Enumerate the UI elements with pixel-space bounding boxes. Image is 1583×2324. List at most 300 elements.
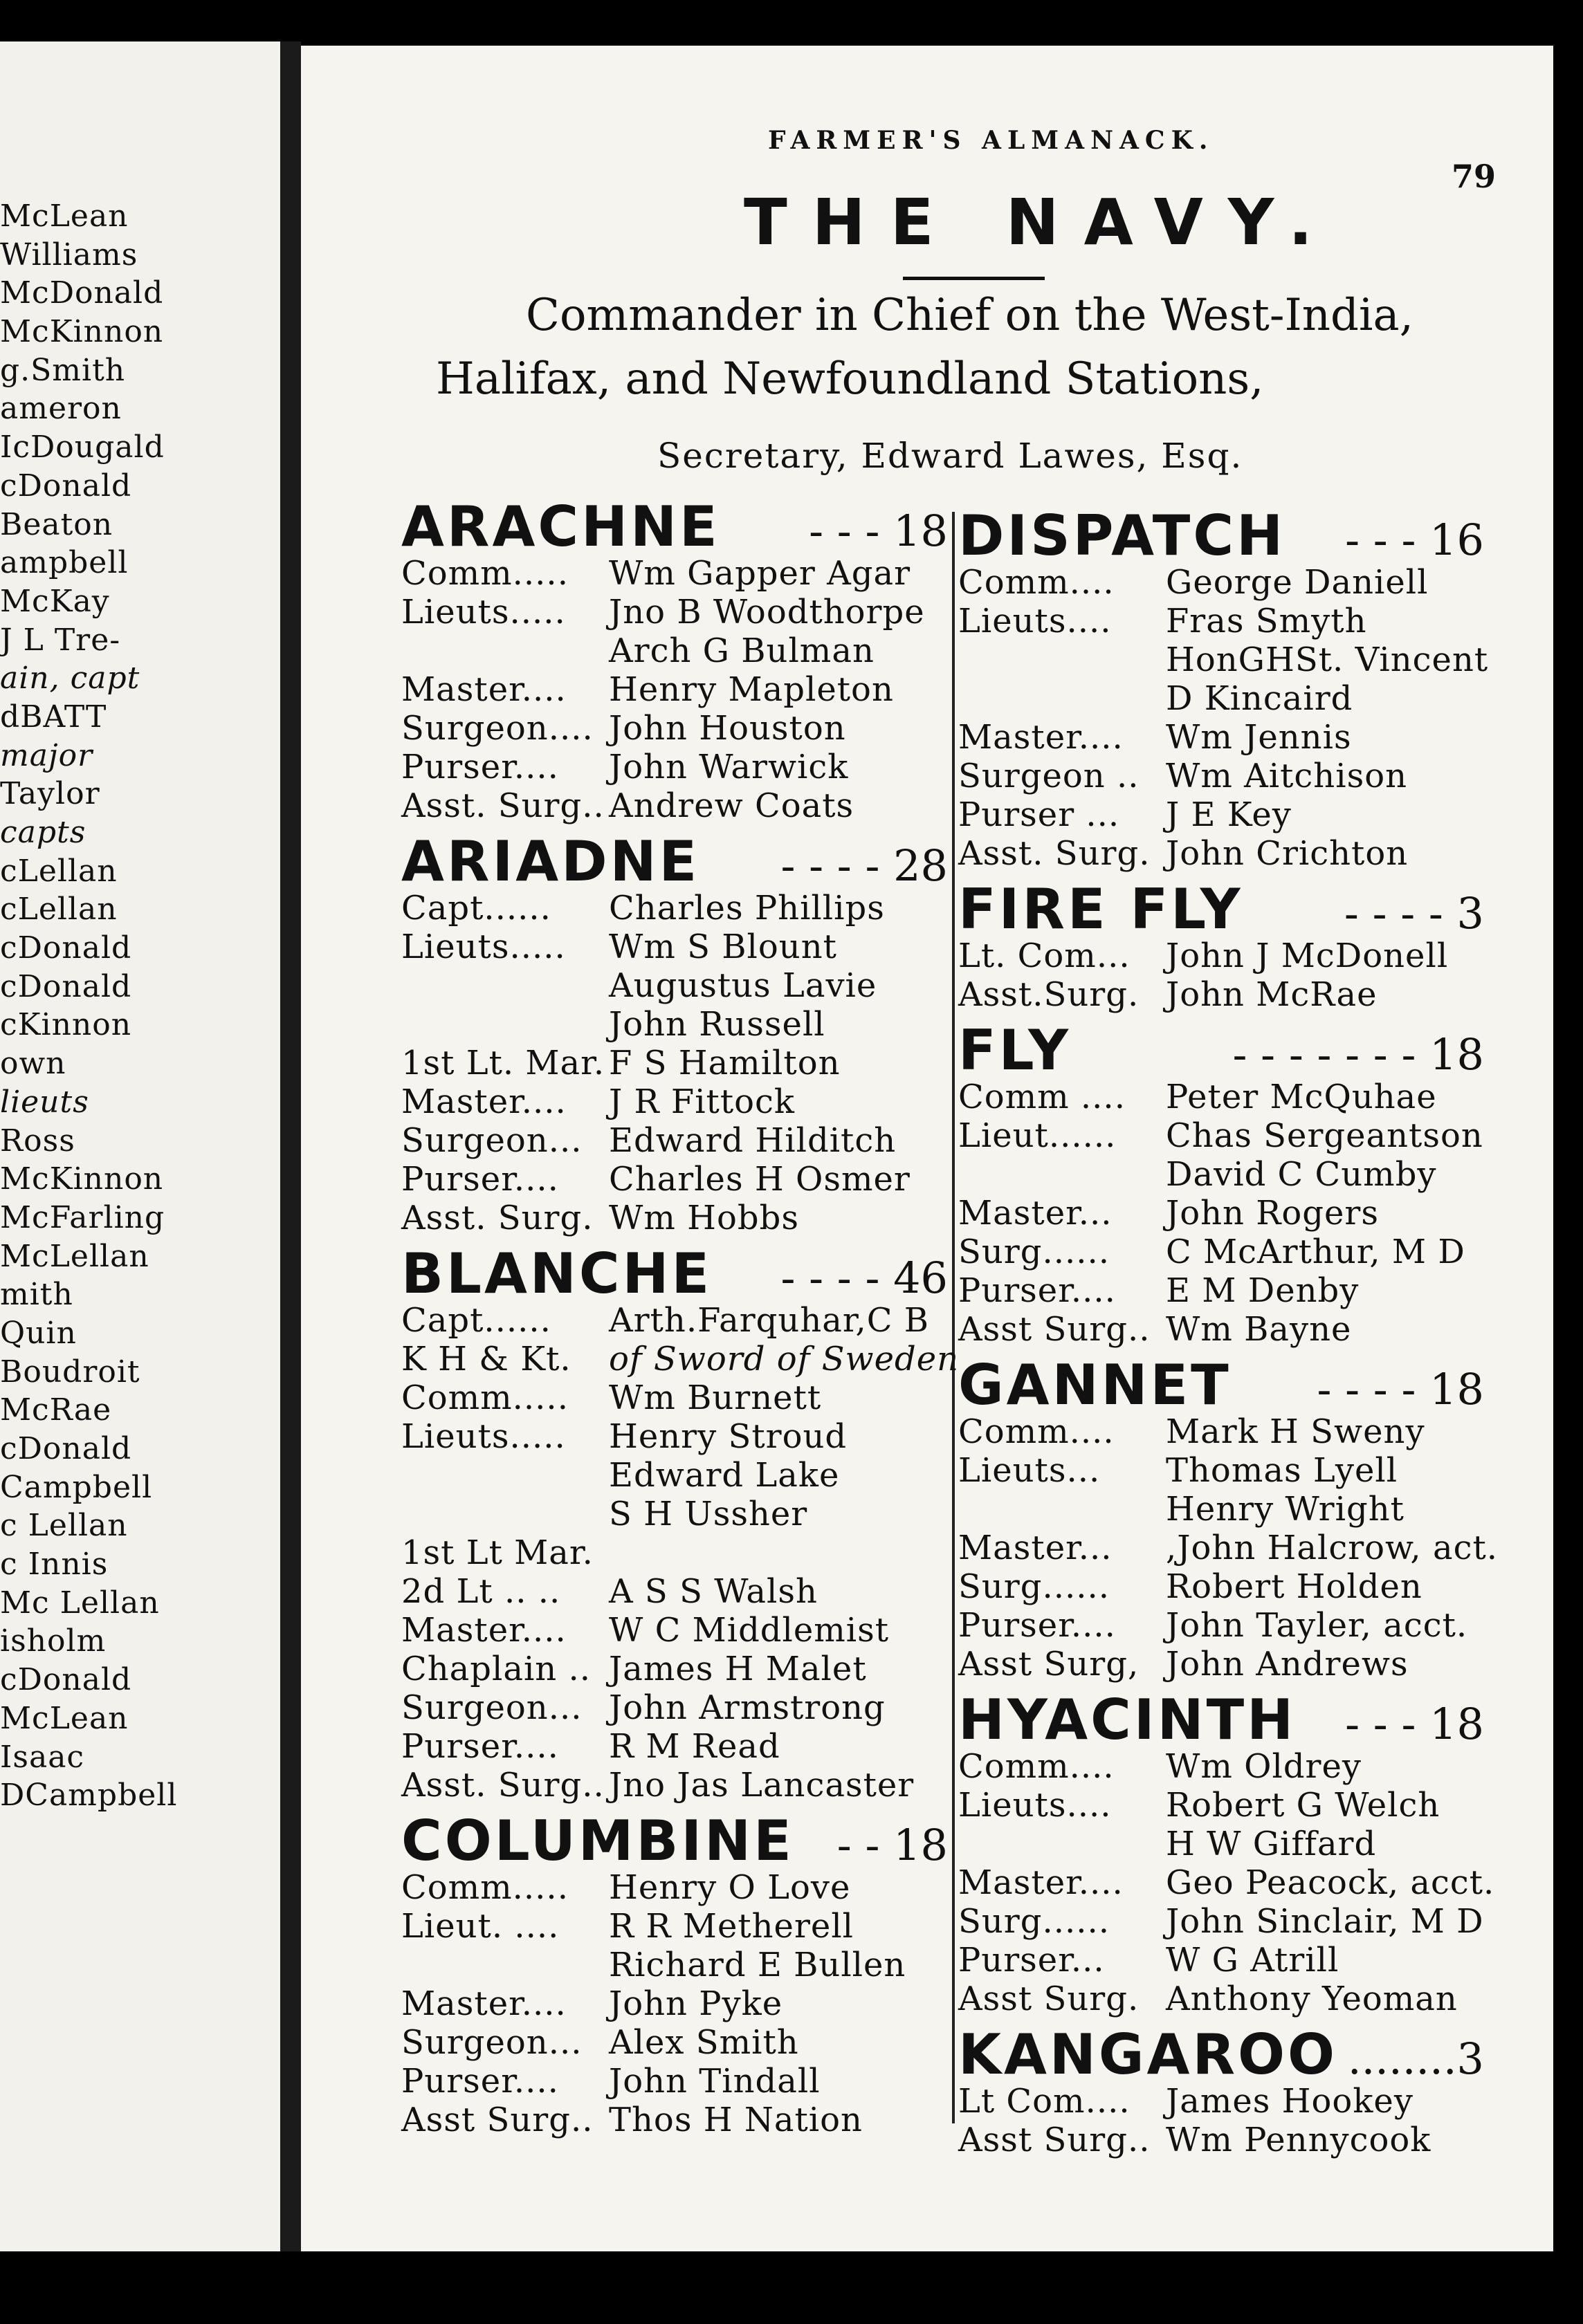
officer-name: Wm Pennycook bbox=[1166, 2121, 1431, 2159]
officer-rank bbox=[958, 1490, 1166, 1529]
top-scan-border bbox=[0, 0, 1583, 46]
officer-name: John Sinclair, M D bbox=[1166, 1902, 1484, 1941]
left-page bbox=[0, 42, 284, 2255]
page-title: THE NAVY. bbox=[744, 185, 1338, 259]
left-page-line: Boudroit bbox=[0, 1354, 140, 1390]
officer-name: Anthony Yeoman bbox=[1166, 1980, 1458, 2018]
officer-rank: Asst.Surg. bbox=[958, 975, 1140, 1014]
left-ship-column bbox=[401, 495, 960, 2143]
left-page-line: own bbox=[0, 1046, 66, 1082]
left-page-line: J L Tre- bbox=[0, 622, 121, 658]
officer-rank: Asst. Surg. bbox=[401, 1199, 594, 1237]
officer-row bbox=[958, 1116, 1484, 1155]
left-page-line: McRae bbox=[0, 1392, 112, 1428]
left-page-line: Ross bbox=[0, 1123, 75, 1159]
officer-name: James Hookey bbox=[1166, 2082, 1413, 2121]
ship-name: COLUMBINE bbox=[401, 1809, 794, 1873]
officer-row bbox=[401, 1650, 948, 1688]
left-page-line: cLellan bbox=[0, 853, 118, 889]
officer-name: HonGHSt. Vincent bbox=[1166, 640, 1489, 679]
ship-entry bbox=[958, 877, 1484, 1014]
officer-row bbox=[401, 1611, 948, 1650]
officer-rank: Surg...... bbox=[958, 1902, 1110, 1941]
officer-rank: Master... bbox=[958, 1529, 1113, 1567]
officer-name: Charles Phillips bbox=[609, 889, 885, 928]
officer-rank: Surg...... bbox=[958, 1233, 1110, 1271]
page-number: 79 bbox=[1452, 158, 1497, 195]
officer-name: W C Middlemist bbox=[609, 1611, 890, 1650]
officer-row bbox=[401, 1984, 948, 2023]
officer-row bbox=[401, 709, 948, 748]
ship-guns: - - - - - - - 18 bbox=[1218, 1029, 1484, 1080]
officer-row bbox=[958, 1980, 1484, 2018]
left-page-line: McLean bbox=[0, 1700, 129, 1736]
officer-row bbox=[401, 1868, 948, 1907]
officer-rank bbox=[958, 1155, 1166, 1194]
officer-rank: Lieuts.... bbox=[958, 1786, 1112, 1825]
ship-name: ARIADNE bbox=[401, 829, 700, 894]
officer-name: Alex Smith bbox=[609, 2023, 799, 2062]
officer-name: James H Malet bbox=[609, 1650, 867, 1688]
officer-rank: Master.... bbox=[401, 670, 567, 709]
officer-row bbox=[958, 718, 1484, 757]
officer-row bbox=[401, 670, 948, 709]
officer-name: Augustus Lavie bbox=[609, 966, 877, 1005]
ship-name: HYACINTH bbox=[958, 1688, 1297, 1752]
officer-name: John Houston bbox=[609, 709, 846, 748]
ship-name: FLY bbox=[958, 1018, 1072, 1082]
column-divider bbox=[952, 512, 955, 2123]
left-page-line: McKay bbox=[0, 583, 110, 619]
officer-row bbox=[958, 1902, 1484, 1941]
ship-heading bbox=[401, 1242, 948, 1306]
officer-row bbox=[958, 1233, 1484, 1271]
left-page-line: Beaton bbox=[0, 506, 113, 542]
officer-rank bbox=[401, 1946, 609, 1984]
left-page-line: cDonald bbox=[0, 930, 132, 966]
officer-name: John McRae bbox=[1166, 975, 1378, 1014]
officer-row bbox=[958, 1941, 1484, 1980]
officer-row bbox=[958, 937, 1484, 975]
ship-heading bbox=[958, 1353, 1484, 1417]
title-rule bbox=[903, 277, 1045, 280]
officer-name: Edward Hilditch bbox=[609, 1121, 897, 1160]
officer-rank: Lieut...... bbox=[958, 1116, 1117, 1155]
officer-name: Henry Mapleton bbox=[609, 670, 894, 709]
officer-row bbox=[401, 1946, 948, 1984]
officer-name: John Tindall bbox=[609, 2062, 821, 2101]
officer-rank: Comm..... bbox=[401, 1378, 569, 1417]
officer-name: John Russell bbox=[609, 1005, 825, 1044]
officer-rank: Chaplain .. bbox=[401, 1650, 591, 1688]
officer-row bbox=[401, 1044, 948, 1082]
officer-row bbox=[958, 834, 1484, 873]
officer-name: Wm Jennis bbox=[1166, 718, 1352, 757]
subtitle-line-2: Halifax, and Newfoundland Stations, bbox=[436, 353, 1264, 405]
left-page-line: lieuts bbox=[0, 1084, 89, 1120]
ship-entry bbox=[958, 504, 1489, 873]
officer-name: John Armstrong bbox=[609, 1688, 886, 1727]
officer-row bbox=[958, 602, 1484, 640]
left-page-line: cDonald bbox=[0, 468, 132, 504]
officer-rank: Master.... bbox=[958, 1863, 1124, 1902]
officer-rank: Lieut. .... bbox=[401, 1907, 560, 1946]
officer-name: Henry O Love bbox=[609, 1868, 851, 1907]
officer-name: Geo Peacock, acct. bbox=[1166, 1863, 1495, 1902]
ship-guns: - - - 18 bbox=[1331, 1699, 1484, 1749]
officer-rank bbox=[958, 640, 1166, 679]
left-page-line: Mc Lellan bbox=[0, 1585, 160, 1621]
officer-rank: 1st Lt. Mar. bbox=[401, 1044, 605, 1082]
ship-entry bbox=[958, 1353, 1498, 1684]
ship-guns: - - - - 28 bbox=[767, 840, 948, 891]
officer-name: Henry Stroud bbox=[609, 1417, 848, 1456]
ship-entry bbox=[958, 1018, 1484, 1349]
officer-rank: Comm.... bbox=[958, 1412, 1115, 1451]
left-page-line: McFarling bbox=[0, 1199, 165, 1235]
officer-row bbox=[401, 1340, 960, 1378]
left-page-line: McKinnon bbox=[0, 1161, 164, 1197]
officer-name: Wm S Blount bbox=[609, 928, 837, 966]
officer-row bbox=[401, 1533, 948, 1572]
book-gutter bbox=[280, 42, 301, 2255]
officer-rank: Master.... bbox=[401, 1611, 567, 1650]
officer-row bbox=[958, 795, 1484, 834]
officer-name: E M Denby bbox=[1166, 1271, 1360, 1310]
officer-name: R M Read bbox=[609, 1727, 780, 1766]
left-page-line: ampbell bbox=[0, 545, 129, 581]
left-page-line: Taylor bbox=[0, 776, 100, 812]
officer-row bbox=[958, 1567, 1484, 1606]
officer-name: of Sword of Sweden bbox=[609, 1340, 960, 1378]
officer-rank bbox=[958, 1825, 1166, 1863]
officer-row bbox=[401, 1301, 948, 1340]
officer-rank bbox=[401, 631, 609, 670]
officer-rank: Asst. Surg. bbox=[958, 834, 1151, 873]
bottom-scan-border bbox=[0, 2251, 1583, 2324]
officer-name: John Warwick bbox=[609, 748, 849, 786]
ship-heading bbox=[958, 1688, 1484, 1752]
officer-name: W G Atrill bbox=[1166, 1941, 1339, 1980]
left-page-line: mith bbox=[0, 1277, 73, 1313]
ship-name: ARACHNE bbox=[401, 495, 720, 559]
officer-rank: Lieuts..... bbox=[401, 593, 566, 631]
ship-guns: - - - - 3 bbox=[1330, 888, 1484, 939]
officer-rank: Asst. Surg.. bbox=[401, 1766, 605, 1805]
officer-rank: Purser.... bbox=[401, 1160, 559, 1199]
officer-row bbox=[401, 554, 948, 593]
ship-guns: - - - 18 bbox=[795, 506, 948, 556]
officer-rank: Master.... bbox=[958, 718, 1124, 757]
officer-rank: Asst Surg.. bbox=[958, 1310, 1151, 1349]
officer-name: Jno B Woodthorpe bbox=[609, 593, 925, 631]
officer-rank: Capt...... bbox=[401, 1301, 551, 1340]
officer-row bbox=[958, 1078, 1484, 1116]
left-page-line: McKinnon bbox=[0, 314, 164, 350]
left-page-line: cDonald bbox=[0, 968, 132, 1004]
running-head: FARMER'S ALMANACK. bbox=[768, 126, 1214, 155]
officer-rank: Master... bbox=[958, 1194, 1113, 1233]
officer-name: Thomas Lyell bbox=[1166, 1451, 1398, 1490]
ship-guns: - - - 16 bbox=[1331, 515, 1484, 565]
ship-guns: - - - - 46 bbox=[767, 1253, 948, 1303]
ship-entry bbox=[958, 1688, 1495, 2018]
ship-heading bbox=[958, 504, 1484, 568]
officer-name: John J McDonell bbox=[1166, 937, 1449, 975]
officer-name: Wm Burnett bbox=[609, 1378, 822, 1417]
officer-rank: Purser.... bbox=[401, 748, 559, 786]
ship-heading bbox=[958, 877, 1484, 941]
ship-entry bbox=[401, 829, 948, 1237]
left-page-line: g.Smith bbox=[0, 352, 126, 388]
officer-row bbox=[401, 593, 948, 631]
officer-name: Arch G Bulman bbox=[609, 631, 875, 670]
officer-rank: Surgeon... bbox=[401, 1688, 583, 1727]
ship-entry bbox=[958, 2022, 1484, 2159]
officer-row bbox=[401, 1199, 948, 1237]
officer-row bbox=[958, 1606, 1484, 1645]
left-page-line: Williams bbox=[0, 237, 138, 273]
officer-name: John Pyke bbox=[609, 1984, 783, 2023]
left-page-line: cDonald bbox=[0, 1662, 132, 1698]
left-page-line: c Lellan bbox=[0, 1508, 128, 1544]
officer-name: J R Fittock bbox=[609, 1082, 795, 1121]
officer-name: John Tayler, acct. bbox=[1166, 1606, 1468, 1645]
officer-rank: Asst. Surg.. bbox=[401, 786, 605, 825]
officer-row bbox=[958, 1155, 1484, 1194]
officer-name: Peter McQuhae bbox=[1166, 1078, 1437, 1116]
officer-row bbox=[401, 966, 948, 1005]
ship-heading bbox=[401, 495, 948, 559]
officer-rank: Purser.... bbox=[958, 1606, 1116, 1645]
officer-row bbox=[401, 1572, 948, 1611]
officer-row bbox=[958, 1863, 1495, 1902]
officer-name: George Daniell bbox=[1166, 563, 1429, 602]
officer-rank: Master.... bbox=[401, 1984, 567, 2023]
officer-row bbox=[401, 928, 948, 966]
officer-name: D Kincaird bbox=[1166, 679, 1353, 718]
officer-name: Wm Gapper Agar bbox=[609, 554, 911, 593]
officer-rank: Surgeon... bbox=[401, 1121, 583, 1160]
officer-row bbox=[958, 1490, 1484, 1529]
officer-rank: Asst Surg.. bbox=[401, 2101, 594, 2139]
ship-name: KANGAROO bbox=[958, 2022, 1338, 2087]
officer-row bbox=[401, 2062, 948, 2101]
officer-rank: Comm.... bbox=[958, 1747, 1115, 1786]
officer-rank: Surgeon.... bbox=[401, 709, 594, 748]
officer-rank: Asst Surg.. bbox=[958, 2121, 1151, 2159]
left-page-line: dBATT bbox=[0, 699, 107, 735]
officer-row bbox=[958, 975, 1484, 1014]
officer-row bbox=[958, 1786, 1484, 1825]
officer-row bbox=[401, 1907, 948, 1946]
ship-entry bbox=[401, 1242, 960, 1805]
left-page-line: ain, capt bbox=[0, 661, 140, 697]
officer-rank bbox=[401, 1005, 609, 1044]
officer-rank: Lieuts.... bbox=[958, 602, 1112, 640]
officer-name: Wm Bayne bbox=[1166, 1310, 1352, 1349]
officer-name: John Andrews bbox=[1166, 1645, 1409, 1684]
officer-rank: Lieuts... bbox=[958, 1451, 1101, 1490]
officer-rank bbox=[958, 679, 1166, 718]
officer-name: Andrew Coats bbox=[609, 786, 854, 825]
subtitle bbox=[436, 284, 1515, 411]
officer-rank: Lt Com.... bbox=[958, 2082, 1131, 2121]
officer-rank bbox=[401, 1456, 609, 1495]
officer-rank: Comm..... bbox=[401, 554, 569, 593]
officer-rank: Capt...... bbox=[401, 889, 551, 928]
officer-rank: Purser.... bbox=[401, 2062, 559, 2101]
officer-name: Wm Hobbs bbox=[609, 1199, 799, 1237]
left-page-line: isholm bbox=[0, 1623, 107, 1659]
left-page-line: IcDougald bbox=[0, 430, 165, 465]
officer-name: David C Cumby bbox=[1166, 1155, 1437, 1194]
ship-heading bbox=[401, 829, 948, 894]
officer-name: Robert G Welch bbox=[1166, 1786, 1440, 1825]
officer-row bbox=[958, 1825, 1484, 1863]
left-page-line: McDonald bbox=[0, 275, 164, 311]
officer-row bbox=[401, 786, 948, 825]
officer-name: Wm Aitchison bbox=[1166, 757, 1408, 795]
officer-rank: Surg...... bbox=[958, 1567, 1110, 1606]
officer-rank: Surgeon... bbox=[401, 2023, 583, 2062]
left-page-line: capts bbox=[0, 815, 86, 850]
officer-rank: Purser.... bbox=[401, 1727, 559, 1766]
left-page-line: cLellan bbox=[0, 892, 118, 928]
officer-rank: Lt. Com... bbox=[958, 937, 1131, 975]
officer-name: Henry Wright bbox=[1166, 1490, 1404, 1529]
officer-row bbox=[958, 1271, 1484, 1310]
ship-guns: ........3 bbox=[1347, 2034, 1484, 2084]
officer-row bbox=[401, 1417, 948, 1456]
officer-name: F S Hamilton bbox=[609, 1044, 841, 1082]
left-page-name-list bbox=[0, 197, 277, 1815]
ship-name: GANNET bbox=[958, 1353, 1232, 1417]
left-page-line: McLean bbox=[0, 199, 129, 234]
right-scan-border bbox=[1553, 46, 1583, 2256]
officer-row bbox=[958, 1194, 1484, 1233]
ship-guns: - - 18 bbox=[823, 1820, 948, 1870]
officer-name: A S S Walsh bbox=[609, 1572, 818, 1611]
officer-row bbox=[401, 1005, 948, 1044]
officer-rank: Comm .... bbox=[958, 1078, 1126, 1116]
officer-row bbox=[401, 1160, 948, 1199]
officer-row bbox=[958, 2121, 1484, 2159]
officer-row bbox=[401, 2101, 948, 2139]
officer-row bbox=[958, 1451, 1484, 1490]
officer-name: R R Metherell bbox=[609, 1907, 854, 1946]
ship-name: FIRE FLY bbox=[958, 877, 1243, 941]
ship-heading bbox=[958, 1018, 1484, 1082]
officer-name: S H Ussher bbox=[609, 1495, 808, 1533]
left-page-line: major bbox=[0, 737, 93, 773]
left-page-line: cKinnon bbox=[0, 1007, 132, 1043]
officer-row bbox=[958, 1310, 1484, 1349]
officer-rank: Lieuts..... bbox=[401, 1417, 566, 1456]
ship-heading bbox=[401, 1809, 948, 1873]
officer-row bbox=[958, 2082, 1484, 2121]
officer-name bbox=[609, 1533, 948, 1572]
officer-row bbox=[958, 1529, 1498, 1567]
subtitle-line-1: Commander in Chief on the West-India, bbox=[526, 290, 1413, 341]
officer-rank: Asst Surg. bbox=[958, 1980, 1140, 2018]
officer-row bbox=[401, 2023, 948, 2062]
officer-name: Chas Sergeantson bbox=[1166, 1116, 1483, 1155]
officer-row bbox=[958, 1412, 1484, 1451]
officer-name: Arth.Farquhar,C B bbox=[609, 1301, 930, 1340]
officer-row bbox=[401, 631, 948, 670]
officer-name: J E Key bbox=[1166, 795, 1292, 834]
officer-rank bbox=[401, 1495, 609, 1533]
officer-name: John Crichton bbox=[1166, 834, 1409, 873]
right-ship-column bbox=[958, 504, 1498, 2164]
officer-rank: Surgeon .. bbox=[958, 757, 1140, 795]
officer-row bbox=[401, 1378, 948, 1417]
officer-row bbox=[401, 1688, 948, 1727]
officer-row bbox=[401, 1456, 948, 1495]
officer-row bbox=[401, 1727, 948, 1766]
officer-row bbox=[401, 889, 948, 928]
officer-rank bbox=[401, 966, 609, 1005]
officer-row bbox=[958, 757, 1484, 795]
officer-rank: 1st Lt Mar. bbox=[401, 1533, 594, 1572]
officer-row bbox=[958, 1645, 1484, 1684]
left-page-line: Isaac bbox=[0, 1739, 85, 1775]
officer-rank: Master.... bbox=[401, 1082, 567, 1121]
officer-name: Thos H Nation bbox=[609, 2101, 863, 2139]
left-page-line: McLellan bbox=[0, 1238, 149, 1274]
officer-row bbox=[958, 640, 1489, 679]
officer-row bbox=[958, 563, 1484, 602]
officer-name: Robert Holden bbox=[1166, 1567, 1422, 1606]
secretary-line: Secretary, Edward Lawes, Esq. bbox=[657, 436, 1243, 476]
left-page-line: Campbell bbox=[0, 1469, 153, 1505]
officer-name: Charles H Osmer bbox=[609, 1160, 911, 1199]
officer-row bbox=[401, 748, 948, 786]
officer-rank: Purser ... bbox=[958, 795, 1120, 834]
officer-name: Fras Smyth bbox=[1166, 602, 1367, 640]
left-page-line: DCampbell bbox=[0, 1778, 178, 1814]
officer-name: ,John Halcrow, act. bbox=[1166, 1529, 1498, 1567]
officer-row bbox=[401, 1082, 948, 1121]
left-page-line: Quin bbox=[0, 1315, 77, 1351]
officer-row bbox=[958, 679, 1484, 718]
officer-name: Edward Lake bbox=[609, 1456, 840, 1495]
officer-rank: Asst Surg, bbox=[958, 1645, 1140, 1684]
officer-row bbox=[401, 1121, 948, 1160]
officer-rank: Purser... bbox=[958, 1941, 1105, 1980]
ship-name: DISPATCH bbox=[958, 504, 1286, 568]
ship-guns: - - - - 18 bbox=[1303, 1364, 1484, 1414]
officer-name: Wm Oldrey bbox=[1166, 1747, 1362, 1786]
officer-rank: Comm..... bbox=[401, 1868, 569, 1907]
ship-entry bbox=[401, 495, 948, 825]
left-page-line: ameron bbox=[0, 391, 122, 427]
officer-row bbox=[958, 1747, 1484, 1786]
officer-rank: 2d Lt .. .. bbox=[401, 1572, 561, 1611]
left-page-line: cDonald bbox=[0, 1431, 132, 1466]
ship-heading bbox=[958, 2022, 1484, 2087]
officer-rank: K H & Kt. bbox=[401, 1340, 571, 1378]
ship-entry bbox=[401, 1809, 948, 2139]
ship-name: BLANCHE bbox=[401, 1242, 713, 1306]
officer-row bbox=[401, 1766, 948, 1805]
left-page-line: c Innis bbox=[0, 1547, 109, 1583]
officer-name: Mark H Sweny bbox=[1166, 1412, 1425, 1451]
officer-rank: Purser.... bbox=[958, 1271, 1116, 1310]
officer-row bbox=[401, 1495, 948, 1533]
officer-name: H W Giffard bbox=[1166, 1825, 1377, 1863]
